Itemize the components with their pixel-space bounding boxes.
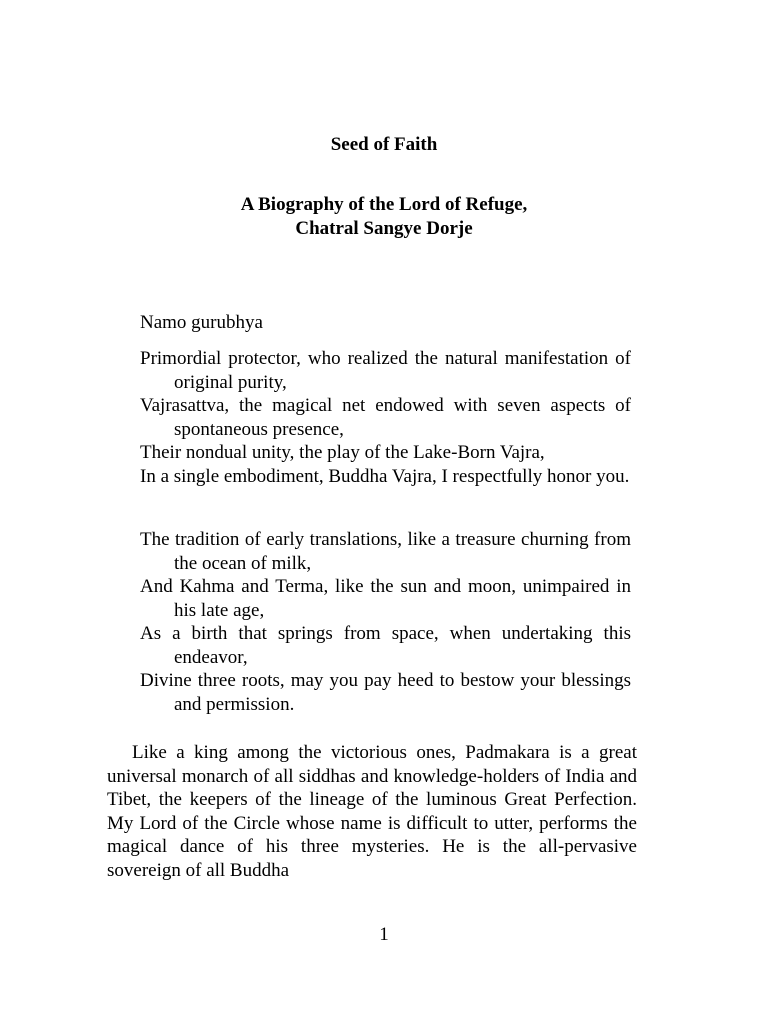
verse-stanza-2: [140, 528, 631, 716]
document-subtitle: [0, 193, 768, 241]
invocation: Namo gurubhya: [140, 312, 263, 333]
verse-line: The tradition of early translations, like a treasure churning from the ocean of milk,: [140, 529, 631, 574]
verse-line: Divine three roots, may you pay heed to bestow your blessings and permission.: [140, 670, 631, 715]
verse-line: Their nondual unity, the play of the Lake-Born Vajra,: [140, 442, 545, 463]
verse-line: As a birth that springs from space, when undertaking this endeavor,: [140, 623, 631, 668]
verse-line: In a single embodiment, Buddha Vajra, I respectfully honor you.: [140, 465, 630, 487]
verse-line: Vajrasattva, the magical net endowed with seven aspects of spontaneous presence,: [140, 395, 631, 440]
page-number: 1: [379, 924, 389, 945]
subtitle-line-1: A Biography of the Lord of Refuge,: [240, 194, 528, 215]
verse-line: And Kahma and Terma, like the sun and moon, unimpaired in his late age,: [140, 576, 631, 621]
verse-stanza-1: [140, 347, 631, 488]
body-paragraph: Like a king among the victorious ones, Padmakara is a great universal monarch of all siddhas and knowledge-holders of India and Tibet, the keepers of the lineage of the luminous Great Perfection. My Lord of the Circle whose name is difficult to utter, performs the magical dance of his three mysteries. He is the all-pervasive sovereign of all Buddha: [107, 742, 637, 881]
document-title: Seed of Faith: [330, 134, 438, 155]
subtitle-line-2: Chatral Sangye Dorje: [295, 218, 473, 239]
verse-line: Primordial protector, who realized the natural manifestation of original purity,: [140, 348, 631, 393]
